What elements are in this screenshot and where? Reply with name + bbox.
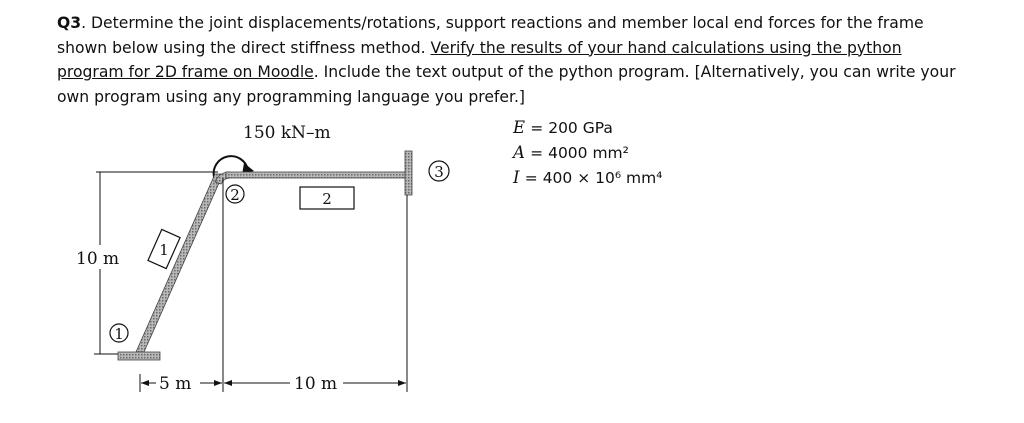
joint-2-label: 2 bbox=[230, 186, 240, 204]
fixed-support-3 bbox=[405, 151, 412, 195]
span-right-label: 10 m bbox=[294, 374, 338, 394]
span-left-label: 5 m bbox=[159, 374, 192, 394]
question-statement: . Determine the joint displacements/rotations, support reactions and member local end forces for the frame shown below using the direct stiffness method. bbox=[57, 14, 924, 57]
inertia-property: I = 400 × 10⁶ mm⁴ bbox=[513, 168, 663, 187]
member-1-label: 1 bbox=[159, 241, 169, 259]
question-label: Q3 bbox=[57, 14, 82, 32]
member-2-horizontal bbox=[226, 172, 408, 178]
height-label: 10 m bbox=[76, 249, 120, 269]
joint-1-label: 1 bbox=[114, 325, 124, 343]
modulus-property: E = 200 GPa bbox=[513, 118, 613, 137]
member-2-label: 2 bbox=[322, 190, 332, 208]
fixed-support-1 bbox=[118, 352, 160, 360]
joint-3-label: 3 bbox=[434, 163, 444, 181]
verify-instruction: Verify the results of your hand calculations using the python program for 2D frame on Moodle bbox=[57, 38, 902, 81]
area-property: A = 4000 mm² bbox=[513, 143, 629, 162]
moment-label: 150 kN–m bbox=[243, 123, 331, 143]
member-1-inclined bbox=[136, 174, 223, 352]
question-statement-end: . Include the text output of the python program. [Alternatively, you can write your own program using any programming language you prefer.] bbox=[57, 63, 956, 106]
